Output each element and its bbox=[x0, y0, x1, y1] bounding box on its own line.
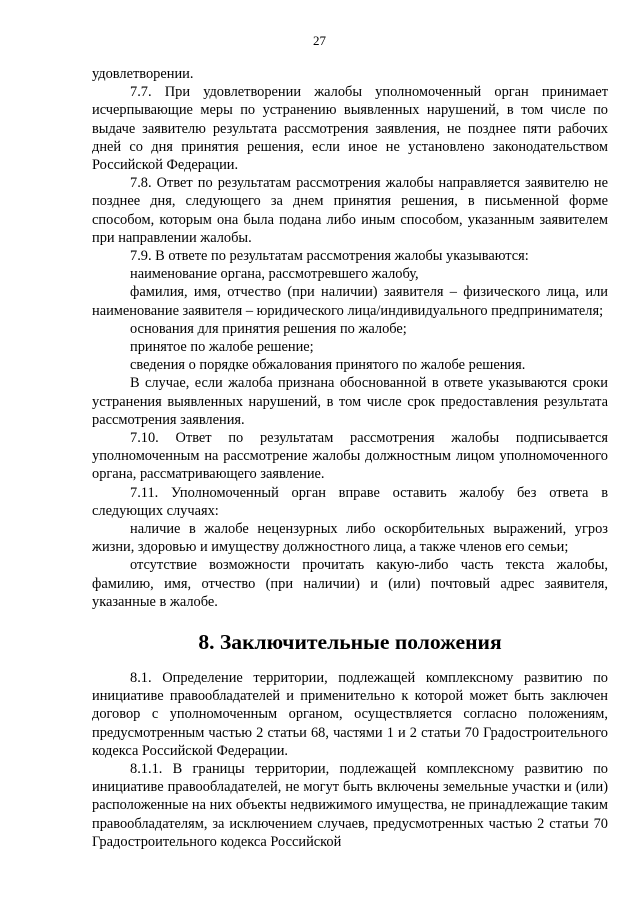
list-item: сведения о порядке обжалования принятого по жалобе решения. bbox=[130, 357, 526, 374]
paragraph-7-10: 7.10. Ответ по результатам рассмотрения жалобы подписывается уполномоченным на рассмотрение жалобы должностным лицом уполномоченного органа, рассматривающего заявление. bbox=[92, 430, 608, 483]
list-item: наименование органа, рассмотревшего жалобу, bbox=[130, 266, 419, 283]
paragraph-7-9: 7.9. В ответе по результатам рассмотрения жалобы указываются: bbox=[130, 248, 529, 265]
list-item: принятое по жалобе решение; bbox=[130, 339, 314, 356]
paragraph-7-7: 7.7. При удовлетворении жалобы уполномоченный орган принимает исчерпывающие меры по устранению выявленных нарушений, в том числе по выдаче заявителю результата рассмотрения заявления, не позднее пяти рабочих дней со дня принятия решения, если иное не установлено законодательством Российской Федерации. bbox=[92, 84, 608, 174]
list-item: фамилия, имя, отчество (при наличии) заявителя – физического лица, или наименование заявителя – юридического лица/индивидуального предпринимателя; bbox=[92, 284, 608, 319]
page-number: 27 bbox=[313, 33, 326, 48]
paragraph-7-6-end: удовлетворении. bbox=[92, 66, 194, 82]
paragraph-7-8: 7.8. Ответ по результатам рассмотрения жалобы направляется заявителю не позднее дня, следующего за днем принятия решения, в письменной форме способом, которым она была подана либо иным способом, указанным заявителем при направлении жалобы. bbox=[92, 175, 608, 246]
list-item: основания для принятия решения по жалобе; bbox=[130, 320, 407, 337]
paragraph-8-1-1: 8.1.1. В границы территории, подлежащей комплексному развитию по инициативе правообладателей, не могут быть включены земельные участки и (или) расположенные на них объекты недвижимого имущества, не принадлежащие таким правообладателям, за исключением случаев, предусмотренных частью 2 статьи 70 Градостроительного кодекса Российской bbox=[92, 761, 608, 850]
section-8-heading: 8. Заключительные положения bbox=[198, 630, 502, 654]
paragraph-8-1: 8.1. Определение территории, подлежащей комплексному развитию по инициативе правообладателей и применительно к которой может быть заключен договор с уполномоченным органом, осуществляется согласно положениям, предусмотренным частью 2 статьи 68, частями 1 и 2 статьи 70 Градостроительного кодекса Российской Федерации. bbox=[92, 670, 608, 759]
paragraph-7-11: 7.11. Уполномоченный орган вправе оставить жалобу без ответа в следующих случаях: bbox=[92, 484, 608, 519]
section-7-text bbox=[92, 65, 608, 611]
list-item: отсутствие возможности прочитать какую-либо часть текста жалобы, фамилию, имя, отчество (при наличии) и (или) почтовый адрес заявителя, указанные в жалобе. bbox=[92, 557, 608, 610]
list-item: наличие в жалобе нецензурных либо оскорбительных выражений, угроз жизни, здоровью и имуществу должностного лица, а также членов его семьи; bbox=[92, 521, 608, 556]
section-8-text bbox=[92, 669, 608, 851]
paragraph-7-9-note: В случае, если жалоба признана обоснованной в ответе указываются сроки устранения выявленных нарушений, в том числе срок предоставления результата рассмотрения заявления. bbox=[92, 375, 608, 428]
